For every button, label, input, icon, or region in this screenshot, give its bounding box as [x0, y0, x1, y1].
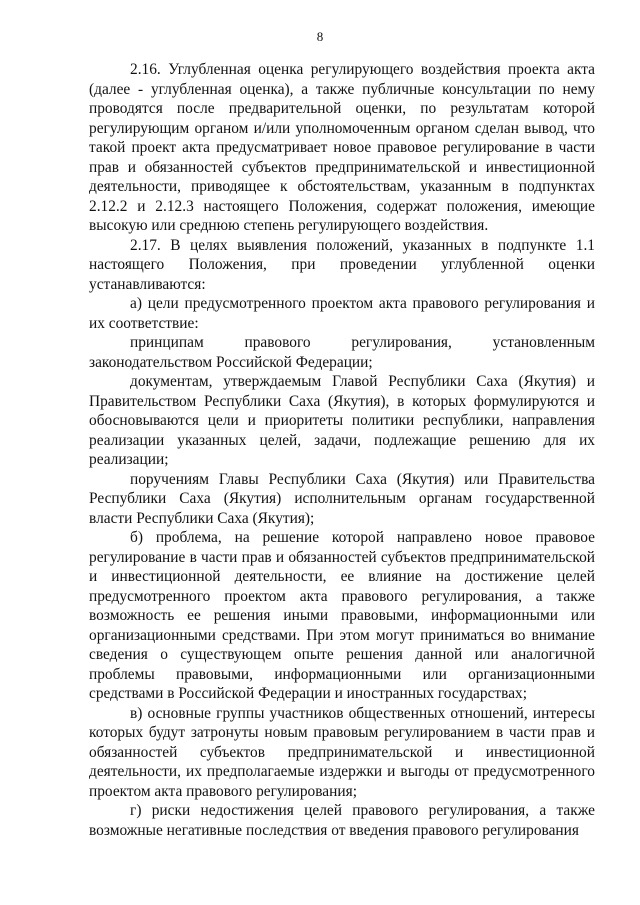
paragraph-item-b: б) проблема, на решение которой направлено новое правовое регулирование в части прав и обязанностей субъектов предпринимательской и инвестиционной деятельности, ее влияние на достижение целей предусмотренного проектом акта правового регулирования, а также возможность ее решения иными правовыми, информационными или организационными средствами. При этом могут приниматься во внимание сведения о существующем опыте решения данной или аналогичной проблемы правовыми, информационными или организационными средствами в Российской Федерации и иностранных государствах; [89, 529, 595, 702]
page-number: 8 [316, 29, 324, 44]
paragraph-documents: документам, утверждаемым Главой Республики Саха (Якутия) и Правительством Республики Саха (Якутия), в которых формулируются и обосновываются цели и приоритеты политики республики, направления реализации указанных целей, задачи, подлежащие решению для их реализации; [89, 373, 595, 468]
paragraph-2-16: 2.16. Углубленная оценка регулирующего воздействия проекта акта (далее - углубленная оценка), а также публичные консультации по нему проводятся после предварительной оценки, по результатам которой регулирующим органом и/или уполномоченным органом сделан вывод, что такой проект акта предусматривает новое правовое регулирование в части прав и обязанностей субъектов предпринимательской и инвестиционной деятельности, приводящее к обстоятельствам, указанным в подпунктах 2.12.2 и 2.12.3 настоящего Положения, содержат положения, имеющие высокую или среднюю степень регулирующего воздействия. [89, 61, 595, 234]
paragraph-2-17: 2.17. В целях выявления положений, указанных в подпункте 1.1 настоящего Положения, при проведении углубленной оценки устанавливаются: [89, 236, 595, 293]
paragraph-principles: принципам правового регулирования, установленным законодательством Российской Федерации; [89, 334, 595, 371]
paragraph-item-a: а) цели предусмотренного проектом акта правового регулирования и их соответствие: [89, 295, 595, 332]
document-body [89, 60, 595, 840]
paragraph-item-v: в) основные группы участников общественных отношений, интересы которых будут затронуты новым правовым регулированием в части прав и обязанностей субъектов предпринимательской и инвестиционной деятельности, их предполагаемые издержки и выгоды от предусмотренного проектом акта правового регулирования; [89, 704, 595, 800]
paragraph-item-g: г) риски недостижения целей правового регулирования, а также возможные негативные последствия от введения правового регулирования [89, 802, 595, 839]
paragraph-orders: поручениям Главы Республики Саха (Якутия) или Правительства Республики Саха (Якутия) исполнительным органам государственной власти Республики Саха (Якутия); [89, 470, 595, 527]
